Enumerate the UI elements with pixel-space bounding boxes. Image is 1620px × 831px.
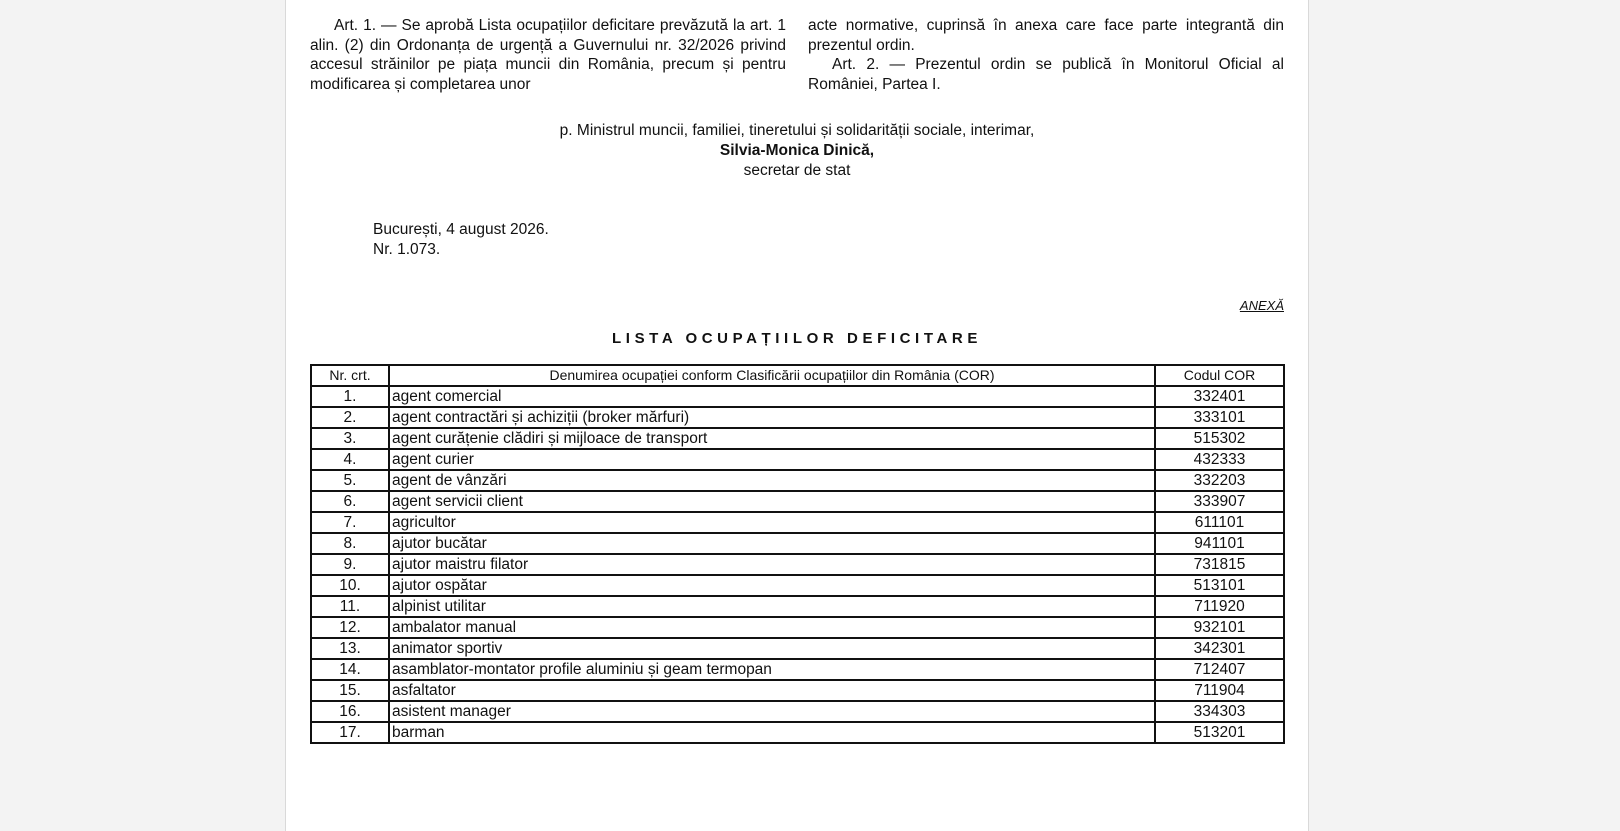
cor-code: 334303 <box>1155 701 1284 722</box>
table-row <box>311 575 1284 596</box>
table-body <box>311 386 1284 743</box>
signature-title: p. Ministrul muncii, familiei, tineretului și solidarității sociale, interimar, <box>559 122 1035 139</box>
cor-code: 513101 <box>1155 575 1284 596</box>
row-number: 12. <box>311 617 389 638</box>
occupations-table <box>310 364 1285 744</box>
cor-code: 333101 <box>1155 407 1284 428</box>
annex-title: LISTA OCUPAȚIILOR DEFICITARE <box>612 330 982 347</box>
occupation-name: barman <box>389 722 1155 743</box>
occupation-name: ajutor maistru filator <box>389 554 1155 575</box>
articles-right-column <box>808 16 1284 94</box>
occupation-name: agent comercial <box>389 386 1155 407</box>
signature-block <box>286 121 1308 181</box>
occupation-name: agent servicii client <box>389 491 1155 512</box>
articles-section <box>310 16 1284 94</box>
occupation-name: animator sportiv <box>389 638 1155 659</box>
table-row <box>311 596 1284 617</box>
occupation-name: agent curier <box>389 449 1155 470</box>
occupation-name: ambalator manual <box>389 617 1155 638</box>
row-number: 14. <box>311 659 389 680</box>
article-1-continued-text: acte normative, cuprinsă în anexa care face parte integrantă din prezentul ordin. <box>808 17 1284 54</box>
table-row <box>311 470 1284 491</box>
document-page <box>285 0 1309 831</box>
occupation-name: agent de vânzări <box>389 470 1155 491</box>
row-number: 7. <box>311 512 389 533</box>
row-number: 11. <box>311 596 389 617</box>
order-number: Nr. 1.073. <box>373 240 441 258</box>
cor-code: 332203 <box>1155 470 1284 491</box>
cor-code: 711904 <box>1155 680 1284 701</box>
cor-code: 513201 <box>1155 722 1284 743</box>
place-date-block <box>373 220 549 259</box>
table-row <box>311 638 1284 659</box>
cor-code: 332401 <box>1155 386 1284 407</box>
cor-code: 432333 <box>1155 449 1284 470</box>
table-row <box>311 659 1284 680</box>
cor-code: 712407 <box>1155 659 1284 680</box>
row-number: 1. <box>311 386 389 407</box>
article-2-text: Art. 2. — Prezentul ordin se publică în Monitorul Oficial al României, Partea I. <box>808 56 1284 93</box>
cor-code: 342301 <box>1155 638 1284 659</box>
articles-left-column <box>310 16 786 94</box>
place-date: București, 4 august 2026. <box>373 221 549 238</box>
table-row <box>311 533 1284 554</box>
occupation-name: ajutor ospătar <box>389 575 1155 596</box>
cor-code: 333907 <box>1155 491 1284 512</box>
cor-code: 711920 <box>1155 596 1284 617</box>
occupation-name: ajutor bucătar <box>389 533 1155 554</box>
occupation-name: agent curățenie clădiri și mijloace de transport <box>389 428 1155 449</box>
row-number: 10. <box>311 575 389 596</box>
occupation-name: agent contractări și achiziții (broker mărfuri) <box>389 407 1155 428</box>
row-number: 5. <box>311 470 389 491</box>
occupation-name: asamblator-montator profile aluminiu și geam termopan <box>389 659 1155 680</box>
row-number: 6. <box>311 491 389 512</box>
table-row <box>311 491 1284 512</box>
table-row <box>311 701 1284 722</box>
article-1-text: Art. 1. — Se aprobă Lista ocupațiilor deficitare prevăzută la art. 1 alin. (2) din Ordonanța de urgență a Guvernului nr. 32/2026 privind accesul străinilor pe piața muncii din România, precum și pentru modificarea și completarea unor <box>310 17 786 93</box>
table-row <box>311 428 1284 449</box>
row-number: 8. <box>311 533 389 554</box>
row-number: 13. <box>311 638 389 659</box>
table-row <box>311 386 1284 407</box>
table-row <box>311 554 1284 575</box>
cor-code: 515302 <box>1155 428 1284 449</box>
table-row <box>311 617 1284 638</box>
occupation-name: asfaltator <box>389 680 1155 701</box>
signatory-role: secretar de stat <box>743 162 851 179</box>
header-denumire: Denumirea ocupației conform Clasificării ocupațiilor din România (COR) <box>389 365 1155 386</box>
row-number: 16. <box>311 701 389 722</box>
cor-code: 932101 <box>1155 617 1284 638</box>
row-number: 17. <box>311 722 389 743</box>
row-number: 3. <box>311 428 389 449</box>
row-number: 2. <box>311 407 389 428</box>
cor-code: 611101 <box>1155 512 1284 533</box>
row-number: 15. <box>311 680 389 701</box>
cor-code: 941101 <box>1155 533 1284 554</box>
table-row <box>311 512 1284 533</box>
header-cod: Codul COR <box>1155 365 1284 386</box>
occupation-name: agricultor <box>389 512 1155 533</box>
occupation-name: alpinist utilitar <box>389 596 1155 617</box>
cor-code: 731815 <box>1155 554 1284 575</box>
table-row <box>311 407 1284 428</box>
table-row <box>311 722 1284 743</box>
row-number: 9. <box>311 554 389 575</box>
signatory-name: Silvia-Monica Dinică, <box>719 142 875 159</box>
occupation-name: asistent manager <box>389 701 1155 722</box>
table-row <box>311 449 1284 470</box>
header-nr: Nr. crt. <box>311 365 389 386</box>
annex-label: ANEXĂ <box>1239 298 1284 313</box>
table-header-row <box>311 365 1284 386</box>
row-number: 4. <box>311 449 389 470</box>
table-row <box>311 680 1284 701</box>
